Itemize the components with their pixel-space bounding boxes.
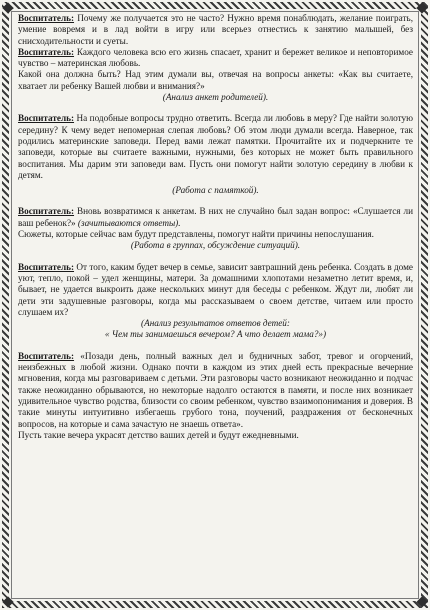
stage-note: (Работа с памяткой). [172,185,259,196]
paragraph-6 [18,351,413,430]
paragraph-text: «Позади день, полный важных дел и будничных забот, тревог и огорчений, неизбежных в любой жизни. Однако почти в каждом из этих дней есть прекрасные вечерние мгновения, когда мы разговариваем с детьми. Эти разговоры часто возникают неожиданно и подчас также неожиданно обрываются, но некоторые надолго остаются в памяти, и после них возникает удивительное чувство родства, близости со своим ребенком, чувство взаимопонимания и доверия. В такие минуты интуитивно избегаешь грубого тона, поучений, раздражения от бесконечных вопросов, на которые и сама зачастую не знаешь ответа». [18,350,413,429]
paragraph-text: Почему же получается это не часто? Нужно время понаблюдать, желание поиграть, умение вовремя и в лад войти в игру или всерьез отнестись к занятию малышей, без снисходительности и суеты. [18,13,413,46]
paragraph-1 [18,13,413,47]
paragraph-4b: Сюжеты, которые сейчас вам будут представлены, помогут найти причины непослушания. [18,229,374,240]
stage-note: « Чем ты занимаешься вечером? А что делает мама?») [104,329,327,340]
document-body [18,13,413,441]
paragraph-text: От того, каким будет вечер в семье, зависит завтрашний день ребенка. Создать в доме уют, тепло, покой – удел женщины, матери. За домашними хлопотами незаметно летит время, и, бывает, не удается выкроить даже нескольких минут для беседы с ребенком. Ждут ли, любят ли дети эти задушевные разговоры, когда мы рассказываем о своем детстве, читаем или просто слушаем их? [18,261,413,317]
speaker-label: Воспитатель: [18,113,75,124]
inline-note: (зачитываются ответы). [77,217,181,228]
stage-note: (Анализ результатов ответов детей: [141,318,290,329]
speaker-label: Воспитатель: [18,350,75,361]
paragraph-4 [18,206,413,229]
paragraph-3 [18,113,413,181]
paragraph-text: Вновь возвратимся к анкетам. В них не случайно был задан вопрос: «Слушается ли ваш ребенок?» [18,206,413,228]
speaker-label: Воспитатель: [18,206,75,217]
speaker-label: Воспитатель: [18,261,75,272]
paragraph-text: На подобные вопросы трудно ответить. Всегда ли любовь в меру? Где найти золотую середину? К чему ведет непомерная слепая любовь? Об этом люди думали всегда. Наверное, так родились материнские заповеди. Перед вами лежат памятки. Прочитайте их и подчеркните те заповеди, которые вы считаете важными, нужными, без которых не может быть правильного воспитания. Мы дарим эти заповеди вам. Пусть они помогут найти золотую середину в любви к детям. [18,113,413,180]
speaker-label: Воспитатель: [18,13,75,23]
stage-note: (Анализ анкет родителей). [162,92,269,103]
stage-note: (Работа в группах, обсуждение ситуаций). [130,240,301,251]
speaker-label: Воспитатель: [18,46,75,57]
paragraph-2 [18,47,413,70]
paragraph-6b: Пусть такие вечера украсят детство ваших детей и будут ежедневными. [18,429,299,440]
paragraph-text: Каждого человека всю его жизнь спасает, хранит и бережет великое и неповторимое чувство – материнская любовь. [18,46,413,69]
paragraph-5 [18,262,413,318]
paragraph-2b: Какой она должна быть? Над этим думали вы, отвечая на вопросы анкеты: «Как вы считаете, хватает ли ребенку Вашей любви и внимания?» [18,69,413,91]
